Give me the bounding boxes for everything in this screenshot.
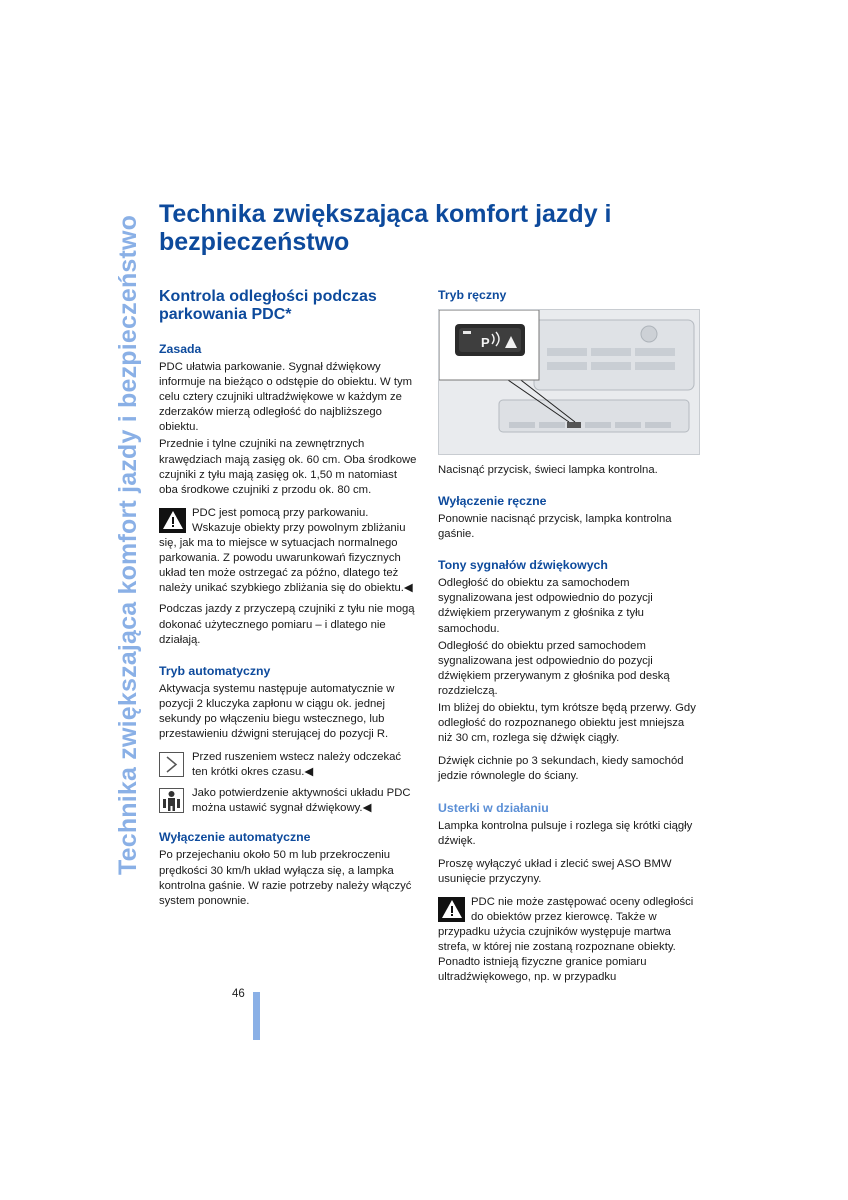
warning-note xyxy=(159,506,417,597)
service-text: Jako potwierdzenie aktywności układu PDC można ustawić sygnał dźwiękowy.◀ xyxy=(192,787,411,815)
warning-icon xyxy=(159,508,186,535)
page-marker-bar xyxy=(253,992,260,1040)
paragraph: Odległość do obiektu przed samochodem sygnalizowana jest odpowiednio do pozycji dźwiękiem przerywanym z głośnika pod deską rozdzielczą. xyxy=(438,639,670,697)
paragraph: PDC ułatwia parkowanie. Sygnał dźwiękowy informuje na bieżąco o odstępie do obiektu. W tym celu cztery czujniki ultradźwiękowe w każdym ze zderzaków mierzą odległość do najbliższego obiektu. xyxy=(159,361,413,434)
page-title: Technika zwiększająca komfort jazdy i bezpieczeństwo xyxy=(159,200,612,256)
arrow-tip-icon xyxy=(159,752,186,779)
subheading-auto-mode: Tryb automatyczny xyxy=(159,663,271,678)
service-note xyxy=(159,786,417,816)
warning-text: PDC nie może zastępować oceny odległości do obiektów przez kierowcę. Także w przypadku użycia czujników występuje martwa strefa, w której nie zostaną rozpoznane obiekty. Ponadto istnieją fizyczne granice pomiaru ultradźwiękowego, np. w przypadku xyxy=(438,895,694,984)
page-number: 46 xyxy=(232,988,245,1000)
left-column xyxy=(159,288,417,911)
paragraph: Proszę wyłączyć układ i zlecić swej ASO BMW usunięcie przyczyny. xyxy=(438,857,672,885)
tip-note xyxy=(159,750,417,780)
side-chapter-title: Technika zwiększająca komfort jazdy i bezpieczeństwo xyxy=(114,214,142,875)
service-person-icon xyxy=(159,788,186,815)
section-heading-pdc: Kontrola odległości podczas parkowania PDC* xyxy=(159,288,377,323)
paragraph: Odległość do obiektu za samochodem sygnalizowana jest odpowiednio do pozycji dźwiękiem przerywanym z głośnika z tyłu samochodu. xyxy=(438,577,653,635)
subheading-zasada: Zasada xyxy=(159,342,202,356)
warning-icon xyxy=(438,897,465,924)
paragraph: Lampka kontrolna pulsuje i rozlega się krótki ciągły dźwięk. xyxy=(438,819,693,847)
paragraph: Im bliżej do obiektu, tym krótsze będą przerwy. Gdy odległość do rozpoznanego obiektu jest mniejsza niż 30 cm, rozlega się dźwięk ciągły. xyxy=(438,702,696,745)
subheading-faults: Usterki w działaniu xyxy=(438,800,549,815)
paragraph: Ponownie nacisnąć przycisk, lampka kontrolna gaśnie. xyxy=(438,513,672,541)
tip-text: Przed ruszeniem wstecz należy odczekać ten krótki okres czasu.◀ xyxy=(192,751,402,779)
pdc-button-illustration xyxy=(438,309,700,455)
warning-note xyxy=(438,895,700,986)
paragraph: Aktywacja systemu następuje automatycznie w pozycji 2 kluczyka zapłonu w ciągu ok. jednej sekundy po włączeniu biegu wstecznego, lub przestawieniu dźwigni sterującej do pozycji R. xyxy=(159,682,395,740)
figure-caption: Nacisnąć przycisk, świeci lampka kontrolna. xyxy=(438,464,658,476)
paragraph: Podczas jazdy z przyczepą czujniki z tyłu nie mogą dokonać użytecznego pomiaru – i dlatego nie działają. xyxy=(159,603,415,646)
subheading-tones: Tony sygnałów dźwiękowych xyxy=(438,558,608,573)
subheading-manual-off: Wyłączenie ręczne xyxy=(438,494,547,509)
paragraph: Po przejechaniu około 50 m lub przekroczeniu prędkości 30 km/h układ wyłącza się, a lampka kontrolna gaśnie. W razie potrzeby należy włączyć system ponownie. xyxy=(159,849,412,907)
paragraph: Dźwięk cichnie po 3 sekundach, kiedy samochód jedzie równolegle do ściany. xyxy=(438,755,684,783)
warning-text: PDC jest pomocą przy parkowaniu. Wskazuje obiekty przy powolnym zbliżaniu się, jak ma to miejsce w sytuacjach normalnego parkowania. Z powodu uwarunkowań fizycznych układ ten może ostrzegać za późno, dlatego też należy unikać szybkiego zbliżania się do obiektu.◀ xyxy=(159,506,413,595)
paragraph: Przednie i tylne czujniki na zewnętrznych krawędziach mają zasięg ok. 60 cm. Oba środkowe czujniki z tyłu mają zasięg ok. 1,50 m natomiast oba środkowe czujniki z przodu ok. 80 cm. xyxy=(159,438,417,496)
right-column xyxy=(438,288,700,985)
subheading-auto-off: Wyłączenie automatyczne xyxy=(159,830,311,845)
svg-text:P: P xyxy=(481,335,490,350)
subheading-manual-mode: Tryb ręczny xyxy=(438,288,507,302)
